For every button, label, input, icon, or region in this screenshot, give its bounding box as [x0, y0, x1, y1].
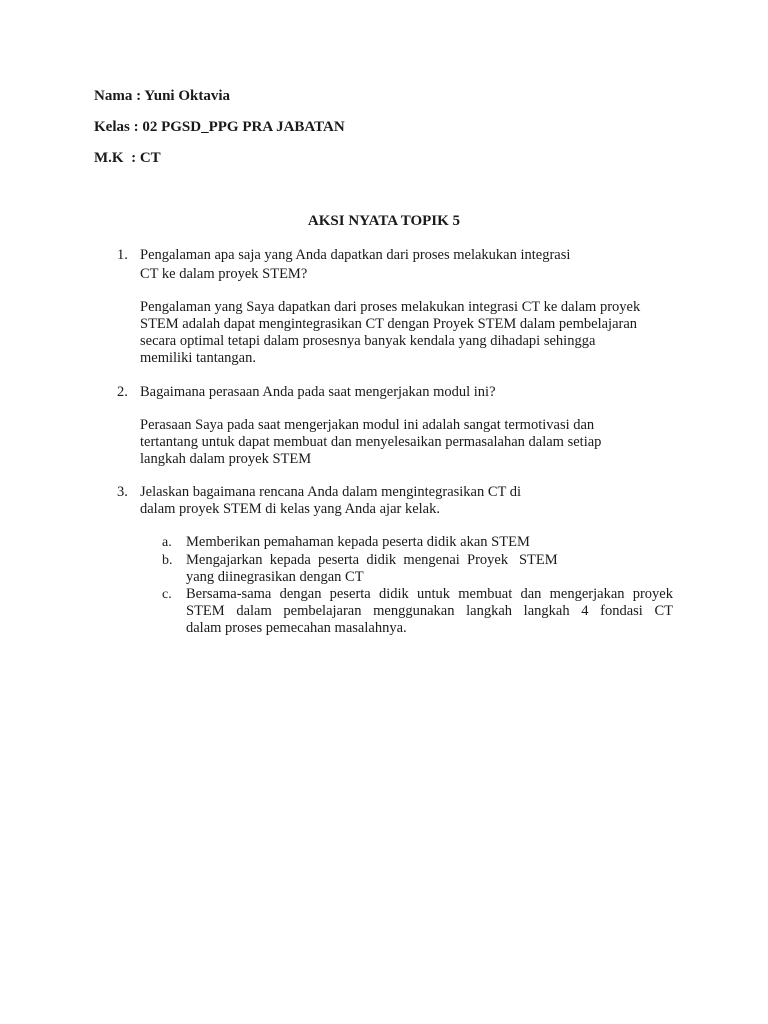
question-number: 2.: [117, 384, 128, 400]
sub-item-letter: b.: [162, 553, 173, 568]
sub-item-text-line: Memberikan pemahaman kepada peserta didik akan STEM: [186, 534, 530, 550]
answer-text-line: tertantang untuk dapat membuat dan menyelesaikan permasalahan dalam setiap: [140, 434, 602, 450]
question-text-line: CT ke dalam proyek STEM?: [140, 266, 308, 282]
answer-text-line: secara optimal tetapi dalam prosesnya banyak kendala yang dihadapi sehingga: [140, 333, 596, 349]
course-code: M.K : CT: [94, 150, 161, 166]
answer-text-line: Perasaan Saya pada saat mengerjakan modul ini adalah sangat termotivasi dan: [140, 417, 595, 433]
student-name: Nama : Yuni Oktavia: [94, 88, 230, 104]
sub-item-text-line: STEM dalam pembelajaran menggunakan langkah langkah 4 fondasi CT: [186, 603, 673, 619]
question-text-line: dalam proyek STEM di kelas yang Anda ajar kelak.: [140, 501, 440, 517]
document-title: AKSI NYATA TOPIK 5: [307, 213, 461, 229]
question-number: 3.: [117, 484, 128, 500]
sub-item-text-line: Mengajarkan kepada peserta didik mengenai Proyek STEM: [186, 552, 558, 568]
student-class: Kelas : 02 PGSD_PPG PRA JABATAN: [94, 119, 345, 135]
sub-item-text-line: Bersama-sama dengan peserta didik untuk membuat dan mengerjakan proyek: [186, 586, 673, 602]
answer-text-line: langkah dalam proyek STEM: [140, 451, 312, 467]
sub-item-letter: a.: [162, 535, 172, 550]
sub-item-text-line: yang diinegrasikan dengan CT: [186, 569, 364, 585]
answer-text-line: memiliki tantangan.: [140, 350, 256, 366]
answer-text-line: STEM adalah dapat mengintegrasikan CT dengan Proyek STEM dalam pembelajaran: [140, 316, 638, 332]
question-text-line: Pengalaman apa saja yang Anda dapatkan dari proses melakukan integrasi: [140, 247, 571, 263]
answer-text-line: Pengalaman yang Saya dapatkan dari proses melakukan integrasi CT ke dalam proyek: [140, 299, 641, 315]
sub-item-letter: c.: [162, 587, 172, 602]
question-text-line: Bagaimana perasaan Anda pada saat mengerjakan modul ini?: [140, 384, 496, 400]
question-text-line: Jelaskan bagaimana rencana Anda dalam mengintegrasikan CT di: [140, 484, 522, 500]
question-number: 1.: [117, 247, 128, 263]
sub-item-text-line: dalam proses pemecahan masalahnya.: [186, 620, 407, 636]
